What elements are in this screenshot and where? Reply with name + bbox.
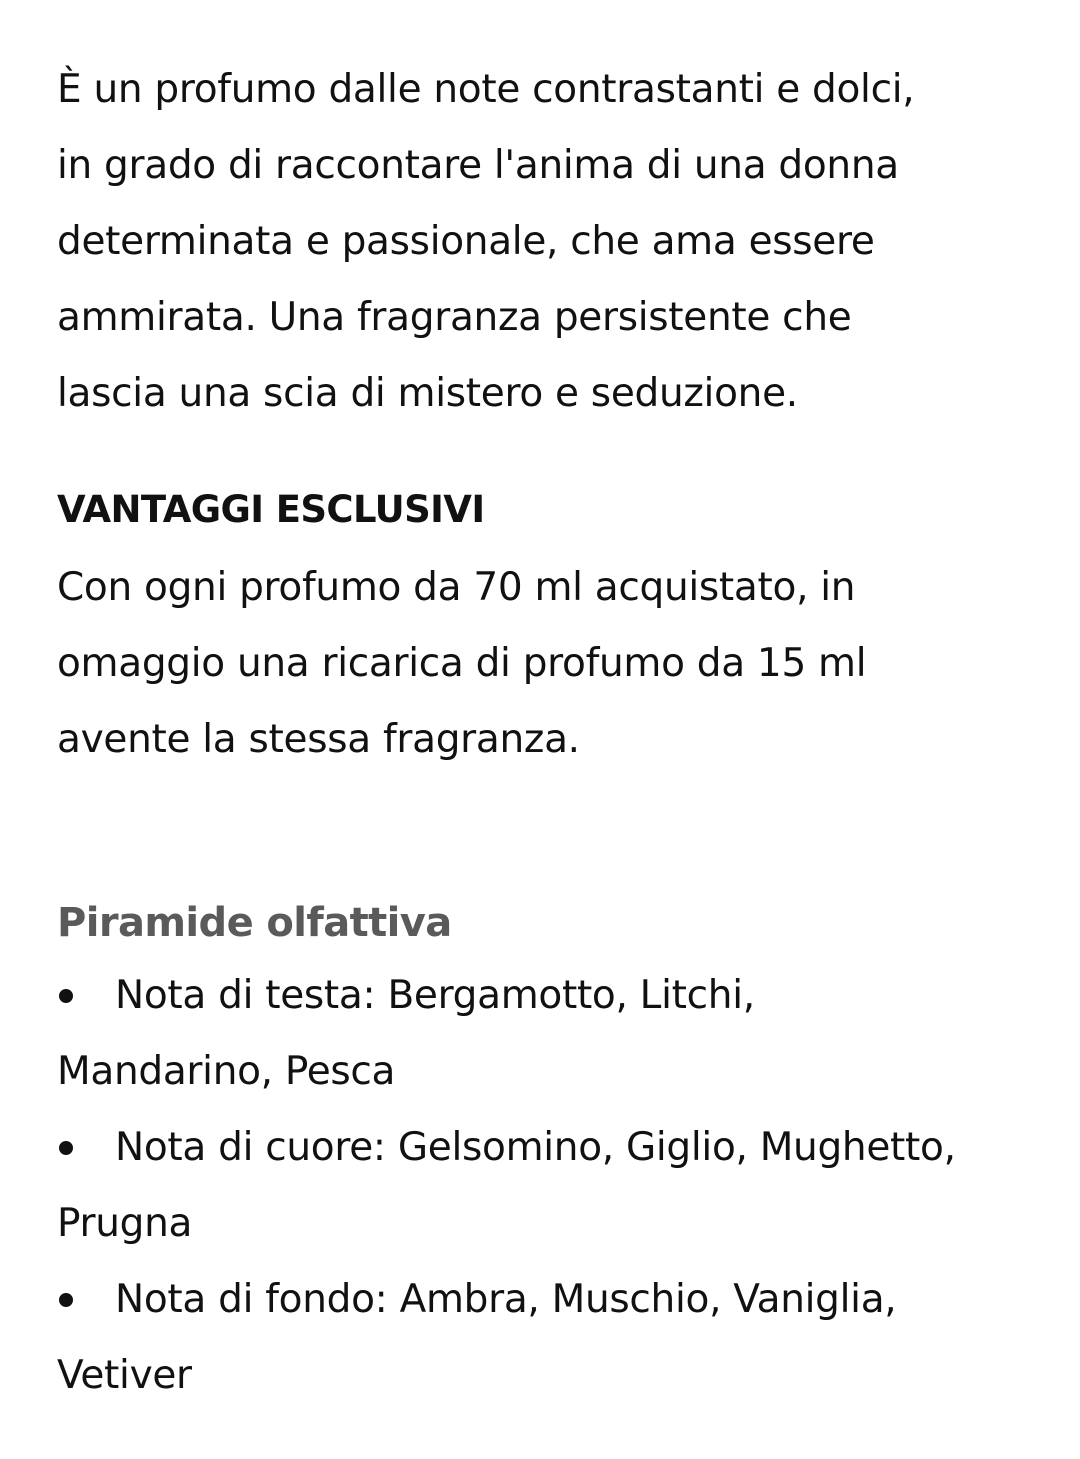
- intro-paragraph: [57, 52, 914, 432]
- list-item-top-notes: [57, 958, 956, 1110]
- top-notes-continuation: Mandarino, Pesca: [57, 1049, 396, 1094]
- intro-line: determinata e passionale, che ama essere: [57, 219, 875, 264]
- base-notes-text: Nota di fondo: Ambra, Muschio, Vaniglia,: [115, 1277, 897, 1322]
- top-notes-text: Nota di testa: Bergamotto, Litchi,: [115, 973, 755, 1018]
- benefits-line: Con ogni profumo da 70 ml acquistato, in: [57, 565, 856, 610]
- bullet-icon: [59, 1293, 73, 1307]
- heart-notes-continuation: Prugna: [57, 1201, 193, 1246]
- benefits-line: omaggio una ricarica di profumo da 15 ml: [57, 641, 867, 686]
- intro-line: lascia una scia di mistero e seduzione.: [57, 371, 798, 416]
- heart-notes-text: Nota di cuore: Gelsomino, Giglio, Mughetto,: [115, 1125, 956, 1170]
- bullet-icon: [59, 989, 73, 1003]
- olfactory-notes-list: [57, 958, 956, 1414]
- intro-line: ammirata. Una fragranza persistente che: [57, 295, 852, 340]
- list-item-base-notes: [57, 1262, 956, 1414]
- intro-line: È un profumo dalle note contrastanti e dolci,: [57, 67, 915, 112]
- base-notes-continuation: Vetiver: [57, 1353, 192, 1398]
- bullet-icon: [59, 1141, 73, 1155]
- benefits-heading: VANTAGGI ESCLUSIVI: [57, 488, 485, 531]
- olfactory-pyramid-heading: Piramide olfattiva: [57, 900, 452, 946]
- list-item-heart-notes: [57, 1110, 956, 1262]
- benefits-line: avente la stessa fragranza.: [57, 717, 580, 762]
- intro-line: in grado di raccontare l'anima di una donna: [57, 143, 899, 188]
- benefits-paragraph: [57, 550, 866, 778]
